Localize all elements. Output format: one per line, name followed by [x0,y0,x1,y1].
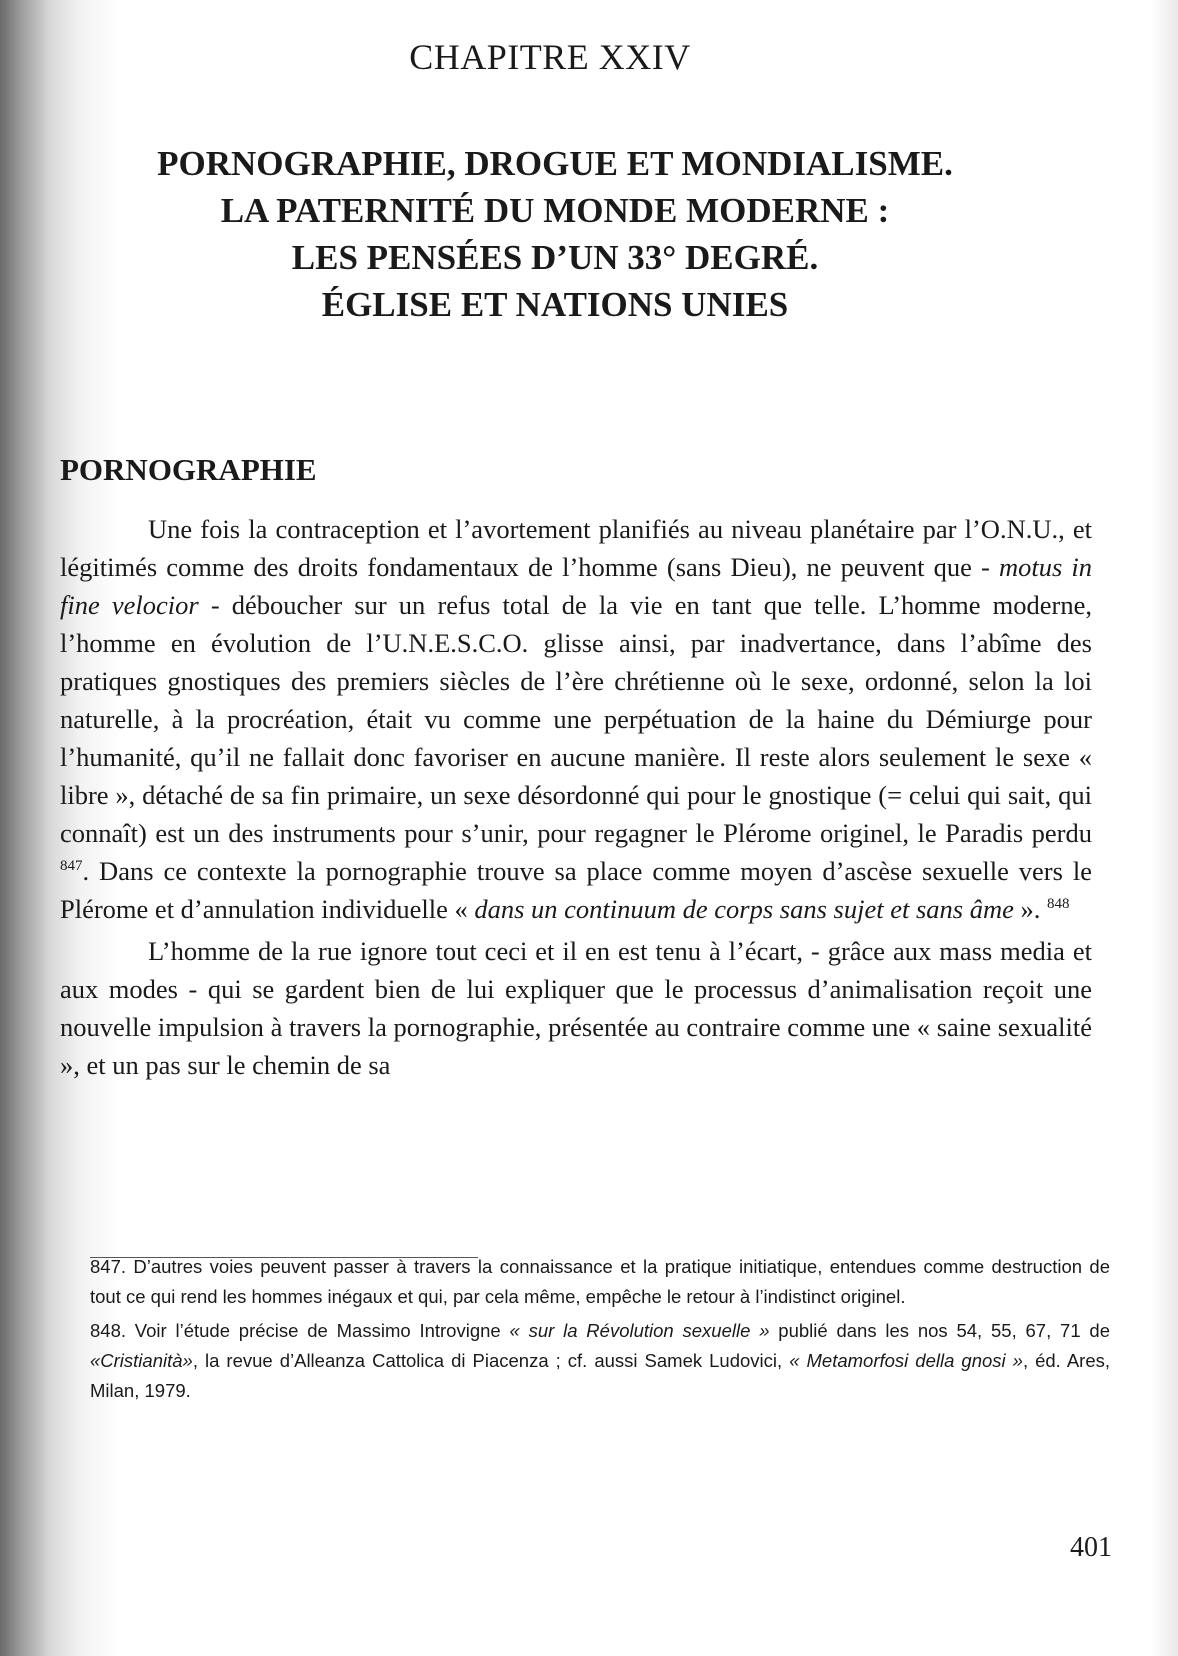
text-run: ». [1013,894,1048,924]
chapter-title-line: LA PATERNITÉ DU MONDE MODERNE : [220,191,890,230]
italic-run: motus in fine velocior [60,552,1092,620]
text-run: , la revue d’Alleanza Cattolica di Piacenza ; cf. aussi Samek Ludovici, [192,1350,790,1371]
chapter-title-line: ÉGLISE ET NATIONS UNIES [321,285,789,324]
footnotes [90,1252,1110,1410]
chapter-heading: CHAPITRE XXIV [409,37,691,77]
page-number: 401 [1070,1532,1112,1563]
footnote-847: 847. D’autres voies peuvent passer à travers la connaissance et la pratique initiatique, entendues comme destruction de tout ce qui rend les hommes inégaux et qui, par cela même, empêche le retour à l’indistinct originel. [90,1256,1110,1307]
italic-run: dans un continuum de corps sans sujet et sans âme [474,894,1014,924]
paragraph: L’homme de la rue ignore tout ceci et il en est tenu à l’écart, - grâce aux mass media et aux modes - qui se gardent bien de lui expliquer que le processus d’animalisation reçoit une nouvelle impulsion à travers la pornographie, présentée au contraire comme une « saine sexualité », et un pas sur le chemin de sa [60,936,1092,1080]
text-run: Une fois la contraception et l’avortement planifiés au niveau planétaire par l’O.N.U., et légitimés comme des droits fondamentaux de l’homme (sans Dieu), ne peuvent que - [60,514,1092,582]
italic-run: «Cristianità» [90,1350,193,1371]
footnote-ref-848: 848 [1047,896,1070,913]
chapter-titles [100,140,1010,328]
chapter-title-line: PORNOGRAPHIE, DROGUE ET MONDIALISME. [157,144,953,183]
text-run: publié dans les nos 54, 55, 67, 71 de [769,1320,1110,1341]
text-run: , éd. Ares, Milan, 1979. [90,1350,1110,1401]
paragraph [60,510,1092,928]
body-text [60,510,1092,1088]
chapter-title-line: LES PENSÉES D’UN 33° DEGRÉ. [291,238,819,277]
footnote-848 [90,1316,1110,1406]
footnote-ref-847: 847 [60,858,83,875]
text-run: 848. Voir l’étude précise de Massimo Introvigne [90,1320,510,1341]
section-heading: PORNOGRAPHIE [60,452,317,487]
italic-run: « Metamorfosi della gnosi » [789,1350,1023,1371]
text-run: - déboucher sur un refus total de la vie en tant que telle. L’homme moderne, l’homme en évolution de l’U.N.E.S.C.O. glisse ainsi, par inadvertance, dans l’abîme des pratiques gnostiques des premiers siècles de l’ère chrétienne où le sexe, ordonné, selon la loi naturelle, à la procréation, était vu comme une perpétuation de la haine du Démiurge pour l’humanité, qu’il ne fallait donc favoriser en aucune manière. Il reste alors seulement le sexe « libre », détaché de sa fin primaire, un sexe désordonné qui pour le gnostique (= celui qui sait, qui connaît) est un des instruments pour s’unir, pour regagner le Plérome originel, le Paradis perdu [60,590,1093,848]
text-run: . Dans ce contexte la pornographie trouve sa place comme moyen d’ascèse sexuelle vers le Plérome et d’annulation individuelle « [60,856,1092,924]
italic-run: « sur la Révolution sexuelle » [509,1320,770,1341]
